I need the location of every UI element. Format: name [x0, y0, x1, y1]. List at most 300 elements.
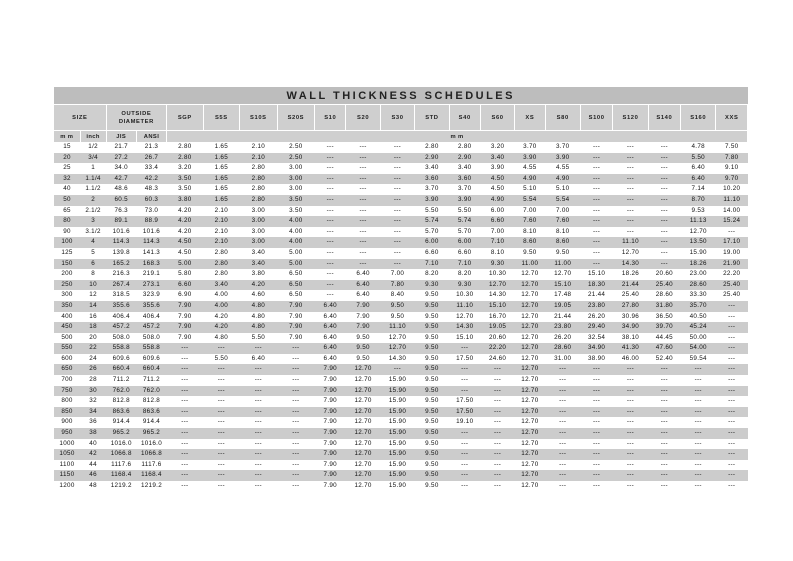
table-cell: --- [716, 227, 748, 238]
table-cell: --- [277, 439, 315, 450]
table-cell: 9.50 [415, 375, 449, 386]
table-row [54, 354, 748, 365]
table-cell: 6.40 [315, 354, 346, 365]
table-cell: --- [716, 449, 748, 460]
table-cell: 48.3 [136, 184, 166, 195]
table-cell: 32.54 [580, 333, 612, 344]
table-cell: 25.40 [716, 290, 748, 301]
table-cell: 9.50 [415, 460, 449, 471]
table-cell: 9.50 [380, 301, 414, 312]
table-cell: 7.90 [167, 333, 203, 344]
table-body [54, 142, 748, 492]
table-cell: 7.90 [315, 386, 346, 397]
table-cell: 1.65 [203, 174, 239, 185]
table-cell: --- [203, 375, 239, 386]
table-cell: 5.10 [515, 184, 545, 195]
table-cell: 24 [80, 354, 106, 365]
table-cell: 12.70 [346, 396, 380, 407]
table-cell: 14.30 [613, 259, 648, 270]
table-cell: --- [648, 195, 680, 206]
table-cell: 25.40 [613, 290, 648, 301]
table-cell: --- [315, 216, 346, 227]
table-cell: 4.00 [277, 237, 315, 248]
table-row [54, 460, 748, 471]
table-cell: 16.70 [480, 312, 514, 323]
table-cell: --- [681, 364, 716, 375]
table-cell: 22.20 [480, 343, 514, 354]
table-cell: --- [315, 269, 346, 280]
table-row [54, 301, 748, 312]
table-cell: 3.90 [545, 153, 580, 164]
table-cell: --- [315, 184, 346, 195]
table-cell: --- [240, 470, 278, 481]
table-cell: --- [613, 407, 648, 418]
table-cell: 19.05 [545, 301, 580, 312]
table-cell: 7.90 [315, 364, 346, 375]
table-cell: --- [716, 470, 748, 481]
table-cell: --- [716, 417, 748, 428]
table-cell: 1 [80, 163, 106, 174]
table-cell: 27.80 [613, 301, 648, 312]
table-cell: --- [480, 428, 514, 439]
table-cell: 12.70 [346, 449, 380, 460]
size-header: SIZE [54, 105, 106, 131]
table-cell: 46.00 [613, 354, 648, 365]
table-cell: 12.70 [515, 428, 545, 439]
table-cell: 20 [54, 153, 80, 164]
table-cell: --- [167, 354, 203, 365]
table-cell: 12.70 [515, 290, 545, 301]
table-cell: 27.2 [106, 153, 136, 164]
table-cell: 125 [54, 248, 80, 259]
table-cell: 400 [54, 312, 80, 323]
table-cell: --- [315, 142, 346, 153]
table-cell: 12.70 [346, 375, 380, 386]
outside-diameter-line1: OUTSIDE [121, 110, 152, 117]
table-cell: 1066.8 [136, 449, 166, 460]
table-cell: --- [716, 333, 748, 344]
table-cell: 6.60 [449, 248, 480, 259]
schedule-header-std: STD [415, 105, 449, 131]
table-cell: --- [681, 386, 716, 397]
table-cell: 7.80 [380, 280, 414, 291]
table-cell: 3.40 [240, 248, 278, 259]
table-cell: --- [315, 174, 346, 185]
table-cell: 12.70 [515, 449, 545, 460]
table-cell: --- [277, 396, 315, 407]
table-cell: 7.90 [315, 481, 346, 492]
table-row [54, 343, 748, 354]
table-cell: --- [380, 206, 414, 217]
table-row [54, 312, 748, 323]
table-cell: 9.50 [515, 248, 545, 259]
table-cell: 23.80 [580, 301, 612, 312]
table-cell: --- [613, 460, 648, 471]
table-cell: 2.10 [240, 153, 278, 164]
table-cell: --- [315, 153, 346, 164]
table-cell: --- [449, 375, 480, 386]
table-cell: 7.90 [315, 396, 346, 407]
table-cell: 5.10 [545, 184, 580, 195]
table-cell: --- [240, 428, 278, 439]
table-cell: 2.80 [167, 142, 203, 153]
table-cell: --- [277, 343, 315, 354]
table-cell: 7.90 [167, 312, 203, 323]
table-cell: 33.30 [681, 290, 716, 301]
table-cell: 12.70 [515, 417, 545, 428]
table-cell: --- [580, 195, 612, 206]
table-cell: 9.50 [415, 439, 449, 450]
table-cell: 7.10 [415, 259, 449, 270]
table-cell: 25.40 [648, 280, 680, 291]
table-cell: 5.80 [167, 269, 203, 280]
table-cell: --- [346, 184, 380, 195]
table-cell: --- [716, 343, 748, 354]
table-cell: 12.70 [480, 280, 514, 291]
table-cell: 11.00 [545, 259, 580, 270]
table-cell: 2.80 [240, 163, 278, 174]
table-cell: 7.90 [167, 301, 203, 312]
table-cell: 508.0 [106, 333, 136, 344]
table-cell: --- [648, 237, 680, 248]
table-cell: 6.50 [277, 269, 315, 280]
table-cell: 3.1/2 [80, 227, 106, 238]
table-cell: --- [380, 364, 414, 375]
table-cell: 9.50 [415, 396, 449, 407]
table-cell: --- [648, 184, 680, 195]
table-cell: --- [716, 364, 748, 375]
table-cell: 1117.6 [106, 460, 136, 471]
table-cell: 4.20 [240, 280, 278, 291]
table-row [54, 290, 748, 301]
table-cell: --- [648, 227, 680, 238]
table-cell: 10 [80, 280, 106, 291]
table-cell: --- [315, 259, 346, 270]
table-cell: 15.10 [480, 301, 514, 312]
table-cell: --- [277, 386, 315, 397]
table-cell: 1.65 [203, 153, 239, 164]
table-cell: 3.70 [545, 142, 580, 153]
table-cell: --- [346, 174, 380, 185]
table-cell: 7.00 [545, 206, 580, 217]
table-cell: 21.3 [136, 142, 166, 153]
table-cell: --- [681, 470, 716, 481]
table-cell: 42.2 [136, 174, 166, 185]
table-cell: 12.70 [515, 375, 545, 386]
table-cell: 100 [54, 237, 80, 248]
table-cell: --- [613, 174, 648, 185]
table-cell: 1200 [54, 481, 80, 492]
table-cell: --- [449, 343, 480, 354]
table-cell: 26.20 [545, 333, 580, 344]
table-cell: --- [580, 439, 612, 450]
table-cell: 6.40 [346, 290, 380, 301]
table-cell: 18 [80, 322, 106, 333]
table-cell: 8.10 [515, 227, 545, 238]
table-cell: 12.70 [346, 428, 380, 439]
table-cell: 12.70 [515, 460, 545, 471]
table-cell: 800 [54, 396, 80, 407]
table-cell: --- [580, 163, 612, 174]
table-cell: 4.20 [203, 312, 239, 323]
table-cell: 9.50 [346, 354, 380, 365]
table-cell: 6.40 [315, 333, 346, 344]
table-cell: --- [580, 248, 612, 259]
table-cell: 5.54 [545, 195, 580, 206]
table-cell: --- [346, 153, 380, 164]
table-cell: --- [648, 481, 680, 492]
table-cell: --- [449, 460, 480, 471]
table-row [54, 174, 748, 185]
table-cell: --- [580, 184, 612, 195]
table-cell: --- [315, 237, 346, 248]
table-cell: 7.80 [716, 153, 748, 164]
table-cell: 4.50 [167, 237, 203, 248]
table-cell: 9.30 [449, 280, 480, 291]
table-cell: 8.20 [415, 269, 449, 280]
table-cell: --- [240, 396, 278, 407]
table-cell: --- [716, 460, 748, 471]
schedule-header-s80: S80 [545, 105, 580, 131]
table-cell: 89.1 [106, 216, 136, 227]
table-cell: --- [716, 312, 748, 323]
table-cell: 318.5 [106, 290, 136, 301]
table-cell: 3.60 [449, 174, 480, 185]
table-cell: 6 [80, 259, 106, 270]
table-cell: 7.14 [681, 184, 716, 195]
table-cell: --- [613, 481, 648, 492]
table-cell: --- [380, 216, 414, 227]
table-cell: 5.50 [203, 354, 239, 365]
table-cell: 1.65 [203, 142, 239, 153]
table-cell: --- [167, 364, 203, 375]
table-row [54, 153, 748, 164]
table-cell: 7.90 [346, 312, 380, 323]
table-cell: 3.80 [240, 269, 278, 280]
table-cell: 1219.2 [106, 481, 136, 492]
table-cell: 5.00 [167, 259, 203, 270]
table-cell: 3.20 [167, 163, 203, 174]
table-cell: --- [648, 396, 680, 407]
table-cell: 267.4 [106, 280, 136, 291]
table-cell: 12.70 [515, 269, 545, 280]
table-cell: 2.10 [203, 216, 239, 227]
table-cell: 11.00 [515, 259, 545, 270]
table-cell: 3.70 [449, 184, 480, 195]
table-cell: --- [315, 248, 346, 259]
table-cell: 20.60 [648, 269, 680, 280]
table-cell: 17.48 [545, 290, 580, 301]
table-cell: 12.70 [346, 460, 380, 471]
table-cell: 15.90 [681, 248, 716, 259]
table-cell: --- [380, 142, 414, 153]
table-cell: 9.50 [415, 343, 449, 354]
table-cell: 9.50 [415, 333, 449, 344]
table-cell: 6.40 [346, 269, 380, 280]
wall-thickness-table [54, 87, 748, 492]
table-cell: --- [380, 153, 414, 164]
table-cell: --- [648, 142, 680, 153]
table-cell: 3.40 [203, 280, 239, 291]
table-cell: --- [277, 354, 315, 365]
table-cell: 200 [54, 269, 80, 280]
table-cell: --- [203, 470, 239, 481]
table-cell: --- [580, 206, 612, 217]
table-cell: 12.70 [380, 343, 414, 354]
table-cell: --- [240, 375, 278, 386]
table-cell: --- [648, 206, 680, 217]
schedule-header-s20s: S20S [277, 105, 315, 131]
table-cell: 914.4 [136, 417, 166, 428]
table-cell: 44.45 [648, 333, 680, 344]
table-row [54, 195, 748, 206]
table-cell: 8.60 [515, 237, 545, 248]
table-cell: --- [681, 396, 716, 407]
table-cell: 3.90 [480, 163, 514, 174]
table-cell: 7.60 [515, 216, 545, 227]
table-cell: 168.3 [136, 259, 166, 270]
table-cell: 5.50 [449, 206, 480, 217]
table-cell: 9.10 [716, 163, 748, 174]
table-cell: 7.10 [449, 259, 480, 270]
table-cell: --- [545, 407, 580, 418]
table-cell: --- [716, 481, 748, 492]
table-cell: --- [613, 417, 648, 428]
unit-header: m m [167, 131, 748, 143]
table-cell: 7.90 [315, 417, 346, 428]
table-cell: 12.70 [515, 396, 545, 407]
table-cell: --- [648, 364, 680, 375]
table-cell: 609.6 [136, 354, 166, 365]
table-cell: 350 [54, 301, 80, 312]
table-cell: 3.00 [240, 206, 278, 217]
table-cell: --- [380, 184, 414, 195]
table-cell: --- [648, 375, 680, 386]
table-row [54, 439, 748, 450]
table-cell: --- [716, 439, 748, 450]
table-cell: 4.90 [480, 195, 514, 206]
table-cell: 4.55 [545, 163, 580, 174]
table-cell: 1016.0 [136, 439, 166, 450]
table-cell: 355.6 [136, 301, 166, 312]
table-cell: 2.10 [203, 237, 239, 248]
table-cell: 12.70 [515, 481, 545, 492]
table-cell: 33.4 [136, 163, 166, 174]
table-row [54, 163, 748, 174]
outside-diameter-line2: DIAMETER [118, 118, 154, 125]
table-cell: 7.90 [277, 301, 315, 312]
table-cell: 406.4 [106, 312, 136, 323]
table-cell: --- [346, 248, 380, 259]
table-cell: 17.50 [449, 407, 480, 418]
table-cell: --- [449, 481, 480, 492]
table-cell: 812.8 [136, 396, 166, 407]
table-cell: --- [203, 396, 239, 407]
table-cell: --- [167, 396, 203, 407]
table-cell: 3/4 [80, 153, 106, 164]
table-cell: 6.00 [449, 237, 480, 248]
table-cell: --- [315, 195, 346, 206]
table-cell: --- [648, 417, 680, 428]
table-cell: 9.50 [415, 449, 449, 460]
table-cell: 3.60 [415, 174, 449, 185]
table-cell: 12.70 [515, 312, 545, 323]
table-cell: 7.00 [480, 227, 514, 238]
table-cell: --- [648, 153, 680, 164]
table-cell: 2.10 [203, 206, 239, 217]
table-cell: 48 [80, 481, 106, 492]
table-cell: 1168.4 [136, 470, 166, 481]
table-cell: 750 [54, 386, 80, 397]
table-cell: 323.9 [136, 290, 166, 301]
table-cell: 1.1/2 [80, 184, 106, 195]
table-cell: 6.50 [277, 290, 315, 301]
table-cell: 12.70 [346, 417, 380, 428]
table-cell: 12.70 [545, 269, 580, 280]
table-cell: --- [545, 428, 580, 439]
table-cell: --- [449, 449, 480, 460]
schedule-header-s140: S140 [648, 105, 680, 131]
table-cell: 9.70 [716, 174, 748, 185]
table-cell: 3.00 [277, 163, 315, 174]
table-cell: --- [480, 481, 514, 492]
table-cell: 4.55 [515, 163, 545, 174]
table-row [54, 237, 748, 248]
table-cell: --- [613, 163, 648, 174]
table-cell: 3.20 [480, 142, 514, 153]
table-cell: 21.90 [716, 259, 748, 270]
table-cell: --- [545, 481, 580, 492]
table-cell: 16 [80, 312, 106, 323]
table-cell: 14 [80, 301, 106, 312]
table-cell: 9.50 [415, 417, 449, 428]
table-cell: 7.90 [315, 460, 346, 471]
table-cell: 12.70 [515, 280, 545, 291]
table-cell: 660.4 [106, 364, 136, 375]
table-cell: --- [613, 216, 648, 227]
table-cell: 450 [54, 322, 80, 333]
table-cell: 2.10 [203, 227, 239, 238]
table-cell: --- [716, 428, 748, 439]
table-cell: 101.6 [136, 227, 166, 238]
table-cell: 7.90 [315, 470, 346, 481]
table-cell: --- [380, 174, 414, 185]
table-cell: --- [277, 481, 315, 492]
table-cell: --- [277, 428, 315, 439]
table-cell: 300 [54, 290, 80, 301]
inch-header: inch [80, 131, 106, 143]
table-cell: 44 [80, 460, 106, 471]
table-cell: 41.30 [613, 343, 648, 354]
table-cell: 12.70 [346, 481, 380, 492]
table-row [54, 184, 748, 195]
table-cell: 609.6 [106, 354, 136, 365]
table-cell: --- [580, 396, 612, 407]
table-cell: --- [346, 227, 380, 238]
schedule-header-s40: S40 [449, 105, 480, 131]
table-cell: 9.50 [415, 301, 449, 312]
table-cell: 2.80 [449, 142, 480, 153]
table-cell: 60.5 [106, 195, 136, 206]
table-cell: 9.50 [346, 343, 380, 354]
table-cell: --- [203, 428, 239, 439]
table-cell: 11.10 [716, 195, 748, 206]
table-cell: --- [580, 428, 612, 439]
table-cell: --- [240, 481, 278, 492]
table-cell: 762.0 [106, 386, 136, 397]
table-cell: 355.6 [106, 301, 136, 312]
table-cell: 3.70 [415, 184, 449, 195]
